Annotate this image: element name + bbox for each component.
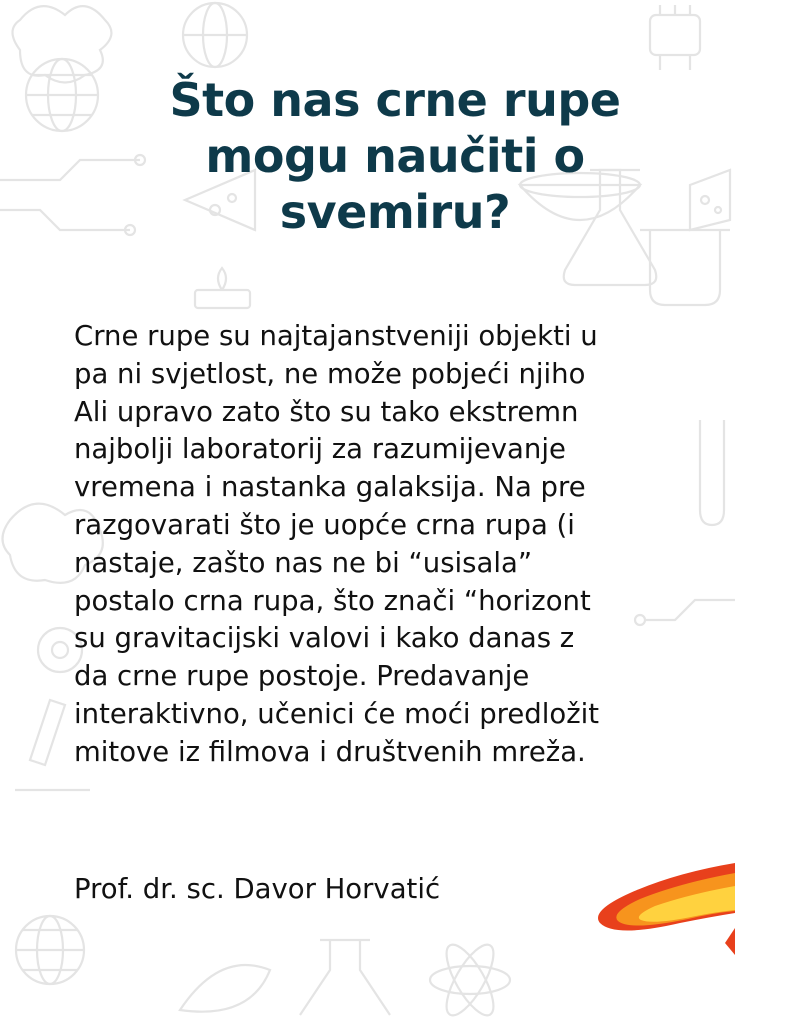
paragraph-line: vremena i nastanka galaksija. Na pre: [74, 471, 586, 504]
paragraph-line: da crne rupe postoje. Predavanje: [74, 660, 530, 693]
description-paragraph: [74, 318, 735, 772]
paragraph-line: postalo crna rupa, što znači “horizont: [74, 584, 591, 617]
flame-swoosh-icon: [598, 858, 735, 958]
paragraph-line: pa ni svjetlost, ne može pobjeći njiho: [74, 357, 586, 390]
title-line: mogu naučiti o: [205, 129, 585, 183]
author-name: Prof. dr. sc. Davor Horvatić: [74, 873, 441, 905]
atom-icon: [430, 938, 510, 1021]
paragraph-line: Crne rupe su najtajanstveniji objekti u: [74, 320, 598, 352]
title-line: svemiru?: [279, 185, 511, 239]
paragraph-line: najbolji laboratorij za razumijevanje: [74, 433, 566, 466]
right-margin: [735, 0, 795, 1024]
flask-icon: [300, 940, 390, 1015]
paragraph-line: Ali upravo zato što su tako ekstremn: [74, 395, 579, 428]
leaf-icon: [180, 965, 270, 1012]
paragraph-line: interaktivno, učenici će moći predložit: [74, 697, 600, 730]
title-line: Što nas crne rupe: [169, 73, 621, 127]
globe-icon: [183, 3, 247, 67]
paragraph-line: mitove iz filmova i društvenih mreža.: [74, 735, 586, 768]
paragraph-line: nastaje, zašto nas ne bi “usisala”: [74, 546, 533, 579]
page-title: [0, 72, 735, 240]
paragraph-line: razgovarati što je uopće crna rupa (i: [74, 508, 575, 541]
chip-icon: [650, 5, 700, 70]
paragraph-line: su gravitacijski valovi i kako danas z: [74, 622, 575, 655]
burner-icon: [195, 268, 250, 308]
globe-icon: [16, 916, 84, 984]
